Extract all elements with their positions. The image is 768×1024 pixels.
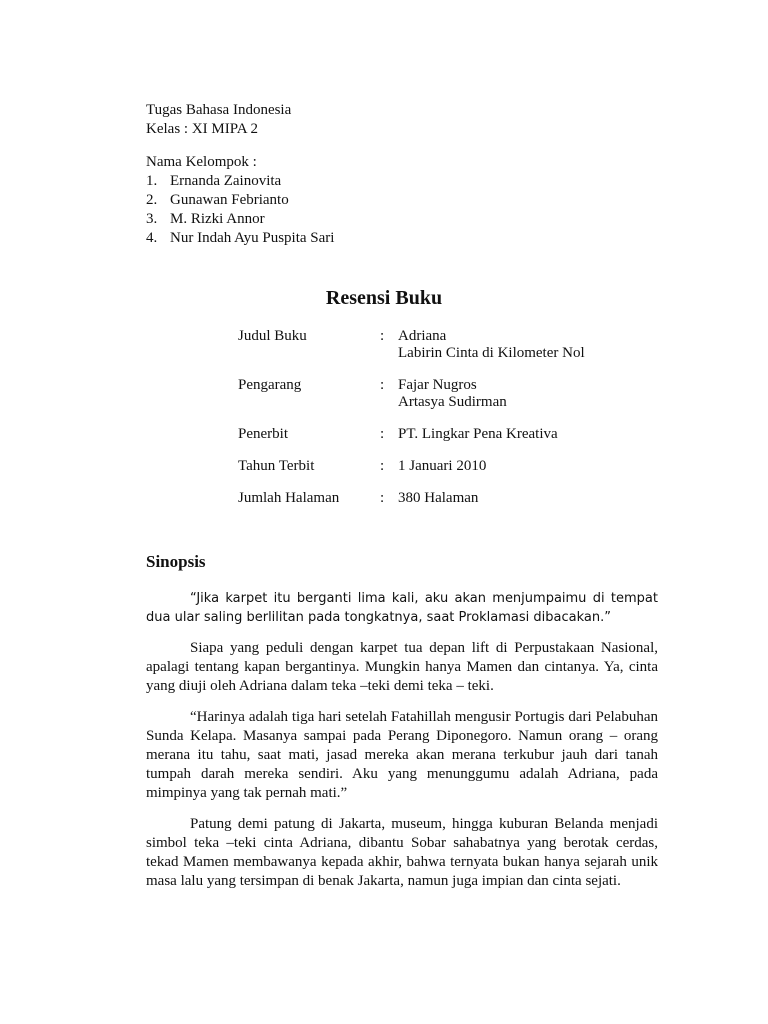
info-separator: : xyxy=(380,490,385,506)
info-separator: : xyxy=(380,426,385,442)
info-label: Judul Buku xyxy=(238,328,307,344)
group-label: Nama Kelompok : xyxy=(146,154,257,170)
info-label: Pengarang xyxy=(238,377,302,393)
info-separator: : xyxy=(380,328,385,344)
assignment-subject: Tugas Bahasa Indonesia xyxy=(146,102,292,118)
sinopsis-quote-paragraph: “Harinya adalah tiga hari setelah Fatahillah mengusir Portugis dari Pelabuhan Sunda Kelapa. Masanya sampai pada Perang Diponegoro. Namun orang – orang merana itu tahu, saat mati, jasad mereka akan merana terkubur jauh dari tanah tumpah darah mereka sendiri. Aku yang menunggumu adalah Adriana, pada mimpinya yang tak pernah mati.” xyxy=(146,709,658,801)
member-item xyxy=(146,191,334,210)
info-separator: : xyxy=(380,377,385,393)
info-value-line: Artasya Sudirman xyxy=(398,394,507,410)
info-value-line: Fajar Nugros xyxy=(398,377,477,393)
document-title: Resensi Buku xyxy=(325,287,443,309)
sinopsis-heading: Sinopsis xyxy=(146,552,206,571)
sinopsis-paragraph: Siapa yang peduli dengan karpet tua depan lift di Perpustakaan Nasional, apalagi tentang kapan bergantinya. Mungkin hanya Mamen dan cintanya. Ya, cinta yang diuji oleh Adriana dalam teka –teki demi teka – teki. xyxy=(146,640,658,694)
member-name: M. Rizki Annor xyxy=(170,211,265,227)
class-label: Kelas : XI MIPA 2 xyxy=(146,121,258,137)
info-value xyxy=(398,328,658,362)
sinopsis-body xyxy=(146,589,658,903)
sinopsis-paragraph: Patung demi patung di Jakarta, museum, hingga kuburan Belanda menjadi simbol teka –teki cinta Adriana, dibantu Sobar sahabatnya yang berotak cerdas, tekad Mamen membawanya kepada akhir, bahwa ternyata bukan hanya sejarah unik masa lalu yang tersimpan di benak Jakarta, namun juga impian dan cinta sejati. xyxy=(146,816,658,889)
member-item xyxy=(146,172,334,191)
member-name: Gunawan Febrianto xyxy=(170,192,289,208)
assignment-header xyxy=(146,101,334,248)
member-number: 3. xyxy=(146,211,158,227)
member-number: 4. xyxy=(146,230,158,246)
info-separator: : xyxy=(380,458,385,474)
info-value-line: Labirin Cinta di Kilometer Nol xyxy=(398,345,585,361)
info-value: 380 Halaman xyxy=(398,490,479,506)
member-item xyxy=(146,229,334,248)
info-value: PT. Lingkar Pena Kreativa xyxy=(398,426,558,442)
info-label: Tahun Terbit xyxy=(238,458,315,474)
info-row-author xyxy=(238,377,658,411)
member-list xyxy=(146,172,334,248)
info-value xyxy=(398,377,658,411)
info-value: 1 Januari 2010 xyxy=(398,458,487,474)
info-row-title xyxy=(238,328,658,362)
member-number: 2. xyxy=(146,192,158,208)
info-row-publisher xyxy=(238,426,658,443)
info-value-line: Adriana xyxy=(398,328,447,344)
member-name: Ernanda Zainovita xyxy=(170,173,282,189)
book-info xyxy=(238,328,658,522)
info-label: Jumlah Halaman xyxy=(238,490,340,506)
info-row-pages xyxy=(238,490,658,507)
sinopsis-quote: “Jika karpet itu berganti lima kali, aku akan menjumpaimu di tempat dua ular saling berlilitan pada tongkatnya, saat Proklamasi dibacakan.” xyxy=(146,591,658,625)
member-number: 1. xyxy=(146,173,158,189)
info-row-year xyxy=(238,458,658,475)
member-name: Nur Indah Ayu Puspita Sari xyxy=(170,230,335,246)
info-label: Penerbit xyxy=(238,426,288,442)
member-item xyxy=(146,210,334,229)
